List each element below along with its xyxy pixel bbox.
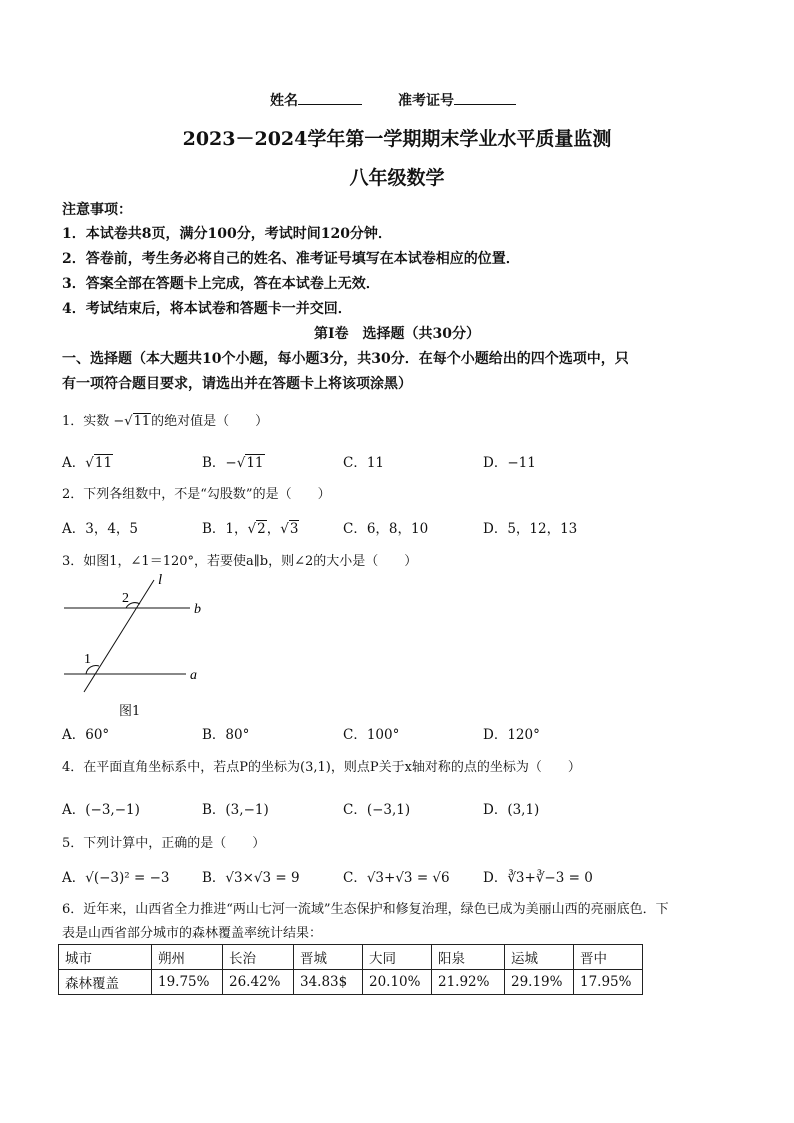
table-header-cell: 大同 bbox=[363, 945, 432, 970]
note-item: 1．本试卷共8页，满分100分，考试时间120分钟． bbox=[62, 226, 392, 242]
q2-option-b[interactable]: B．1，√2，√3 bbox=[202, 521, 299, 537]
q5-option-c[interactable]: C．√3+√3 = √6 bbox=[343, 870, 450, 886]
notes-heading: 注意事项： bbox=[62, 202, 132, 218]
table-header-cell: 阳泉 bbox=[432, 945, 505, 970]
question-5: 5．下列计算中，正确的是（ ） bbox=[62, 836, 266, 851]
option-label: A． bbox=[62, 455, 86, 471]
note-item: 4．考试结束后，将本试卷和答题卡一并交回． bbox=[62, 301, 352, 317]
q1-option-a[interactable]: A．√11 bbox=[62, 455, 113, 471]
table-header-cell: 长治 bbox=[223, 945, 294, 970]
table-cell: 34.83$ bbox=[294, 970, 363, 995]
section-instructions-line1: 一、选择题（本大题共10个小题，每小题3分，共30分．在每个小题给出的四个选项中，只 bbox=[62, 351, 629, 367]
table-cell: 17.95% bbox=[574, 970, 643, 995]
note-item: 3．答案全部在答题卡上完成，答在本试卷上无效． bbox=[62, 276, 380, 292]
id-field bbox=[398, 90, 516, 110]
label-b: b bbox=[194, 602, 201, 617]
label-angle-1: 1 bbox=[84, 652, 91, 667]
label-l: l bbox=[158, 572, 163, 588]
section-instructions-line2: 有一项符合题目要求，请选出并在答题卡上将该项涂黑） bbox=[62, 376, 412, 392]
id-blank[interactable] bbox=[454, 92, 516, 105]
table-header-cell: 朔州 bbox=[152, 945, 223, 970]
option-label: B．− bbox=[202, 455, 237, 471]
figure-1-caption: 图1 bbox=[119, 704, 141, 719]
exam-subtitle: 八年级数学 bbox=[349, 167, 445, 189]
table-cell: 29.19% bbox=[505, 970, 574, 995]
q4-option-a[interactable]: A．(−3,−1) bbox=[62, 802, 140, 818]
q1-prefix: 1．实数 bbox=[62, 414, 110, 429]
id-label: 准考证号 bbox=[398, 93, 454, 109]
table-cell: 21.92% bbox=[432, 970, 505, 995]
name-label: 姓名 bbox=[270, 93, 298, 109]
q2-option-c[interactable]: C．6，8，10 bbox=[343, 521, 429, 537]
q3-option-c[interactable]: C．100° bbox=[343, 727, 400, 743]
q5-option-d[interactable]: D．∛3+∛−3 = 0 bbox=[483, 870, 593, 886]
table-cell: 26.42% bbox=[223, 970, 294, 995]
option-label: B．1， bbox=[202, 521, 248, 537]
label-angle-2: 2 bbox=[122, 591, 129, 606]
question-1: 1．实数 −√11的绝对值是（ ） bbox=[62, 414, 269, 429]
q4-option-d[interactable]: D．(3,1) bbox=[483, 802, 540, 818]
option-radicand: 11 bbox=[246, 455, 264, 471]
question-6-line2: 表是山西省部分城市的森林覆盖率统计结果： bbox=[62, 926, 323, 941]
q2-option-d[interactable]: D．5，12，13 bbox=[483, 521, 578, 537]
q1-radicand: 11 bbox=[133, 414, 151, 429]
note-item: 2．答卷前，考生务必将自己的姓名、准考证号填写在本试卷相应的位置． bbox=[62, 251, 520, 267]
table-header-row bbox=[59, 945, 643, 970]
question-3: 3．如图1，∠1＝120°，若要使a∥b，则∠2的大小是（ ） bbox=[62, 554, 418, 569]
label-a: a bbox=[190, 668, 197, 683]
q4-option-c[interactable]: C．(−3,1) bbox=[343, 802, 411, 818]
option-radicand: 11 bbox=[94, 455, 113, 471]
q1-option-b[interactable]: B．−√11 bbox=[202, 455, 264, 471]
table-row bbox=[59, 970, 643, 995]
table-header-cell: 晋城 bbox=[294, 945, 363, 970]
table-cell: 森林覆盖 bbox=[59, 970, 152, 995]
name-field bbox=[270, 90, 362, 110]
q3-option-d[interactable]: D．120° bbox=[483, 727, 540, 743]
part1-heading: 第Ⅰ卷 选择题（共30分） bbox=[313, 326, 481, 342]
q1-option-c[interactable]: C．11 bbox=[343, 455, 385, 471]
exam-title: 2023－2024学年第一学期期末学业水平质量监测 bbox=[182, 128, 612, 150]
question-4: 4．在平面直角坐标系中，若点P的坐标为(3,1)，则点P关于x轴对称的点的坐标为（ ） bbox=[62, 760, 581, 775]
q4-option-b[interactable]: B．(3,−1) bbox=[202, 802, 269, 818]
option-radicand: 2 bbox=[257, 521, 266, 537]
table-cell: 19.75% bbox=[152, 970, 223, 995]
question-6-line1: 6．近年来，山西省全力推进“两山七河一流域”生态保护和修复治理，绿色已成为美丽山西的亮丽底色．下 bbox=[62, 902, 669, 917]
table-header-cell: 城市 bbox=[59, 945, 152, 970]
transversal-l bbox=[84, 580, 154, 692]
table-header-cell: 晋中 bbox=[574, 945, 643, 970]
option-radicand: 3 bbox=[289, 521, 299, 537]
q1-suffix: 的绝对值是（ ） bbox=[151, 414, 269, 429]
q2-option-a[interactable]: A．3，4，5 bbox=[62, 521, 139, 537]
forest-coverage-table bbox=[58, 944, 643, 995]
q3-option-b[interactable]: B．80° bbox=[202, 727, 250, 743]
q1-option-d[interactable]: D．−11 bbox=[483, 455, 536, 471]
option-separator: ， bbox=[266, 521, 281, 537]
table-cell: 20.10% bbox=[363, 970, 432, 995]
name-blank[interactable] bbox=[298, 92, 362, 105]
question-2: 2．下列各组数中，不是“勾股数”的是（ ） bbox=[62, 487, 331, 502]
q5-option-b[interactable]: B．√3×√3 = 9 bbox=[202, 870, 300, 886]
table-header-cell: 运城 bbox=[505, 945, 574, 970]
q3-option-a[interactable]: A．60° bbox=[62, 727, 110, 743]
q5-option-a[interactable]: A．√(−3)² = −3 bbox=[62, 870, 170, 886]
figure-1-parallel-lines bbox=[56, 570, 216, 710]
